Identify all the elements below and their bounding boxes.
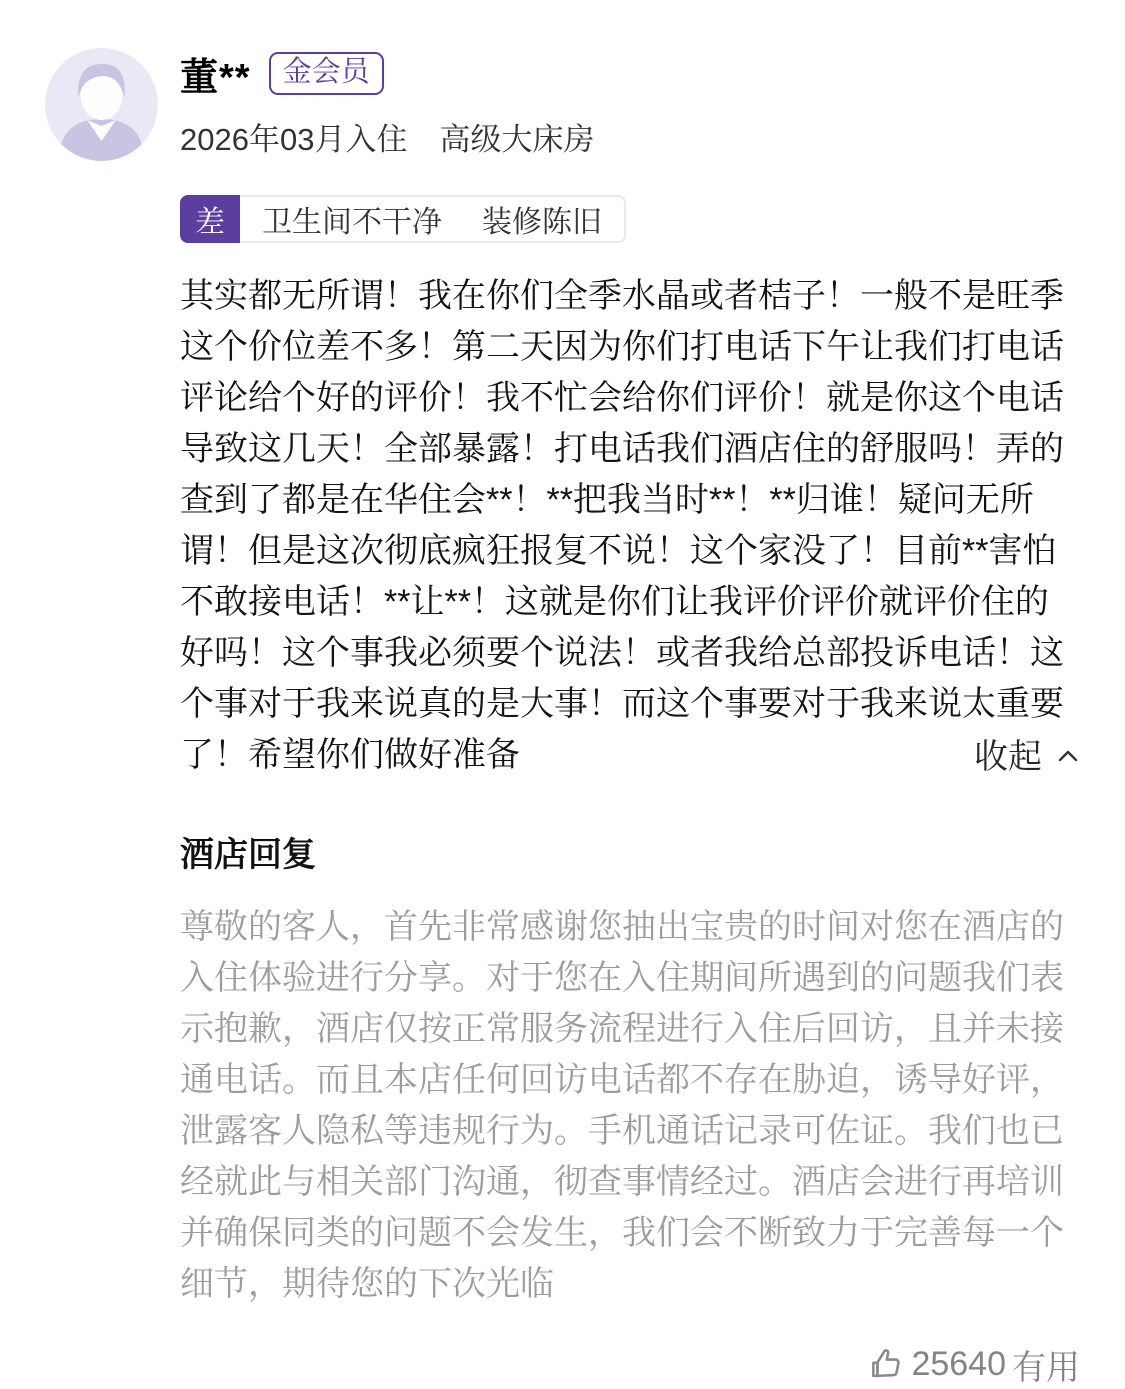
rating-tag: 卫生间不干净 [262, 206, 442, 239]
user-name: 董** [180, 56, 251, 99]
reviewer-header [180, 48, 1080, 98]
helpful-label: 有用 [1012, 1349, 1080, 1387]
rating-row [180, 195, 1080, 243]
helpful-count: 25640 [911, 1345, 1006, 1383]
hotel-reply-title: 酒店回复 [180, 836, 316, 874]
stay-info-row [180, 114, 1080, 159]
helpful-button[interactable] [867, 1340, 1080, 1389]
chevron-up-icon [1056, 748, 1080, 764]
rating-tag: 装修陈旧 [482, 206, 602, 239]
rating-tags [240, 195, 626, 243]
thumbs-up-icon [867, 1345, 905, 1383]
member-badge: 金会员 [269, 52, 384, 95]
room-type: 高级大床房 [439, 122, 595, 157]
avatar [45, 48, 158, 161]
collapse-label: 收起 [974, 738, 1042, 776]
rating-badge: 差 [180, 195, 240, 243]
user-silhouette-icon [45, 48, 158, 161]
review-body [180, 271, 1080, 781]
review-text: 其实都无所谓！我在你们全季水晶或者桔子！一般不是旺季这个价位差不多！第二天因为你们打电话下午让我们打电话评论给个好的评价！我不忙会给你们评价！就是你这个电话导致这几天！全部暴露！打电话我们酒店住的舒服吗！弄的查到了都是在华住会**！**把我当时**！**归谁！疑问无所谓！但是这次彻底疯狂报复不说！这个家没了！目前**害怕不敢接电话！**让**！这就是你们让我评价评价就评价住的好吗！这个事我必须要个说法！或者我给总部投诉电话！这个事对于我来说真的是大事！而这个事要对于我来说太重要了！希望你们做好准备 [180, 277, 1064, 774]
collapse-button[interactable] [962, 729, 1080, 778]
hotel-reply-content: 尊敬的客人，首先非常感谢您抽出宝贵的时间对您在酒店的入住体验进行分享。对于您在入住期间所遇到的问题我们表示抱歉，酒店仅按正常服务流程进行入住后回访，且并未接通电话。而且本店任何回访电话都不存在胁迫，诱导好评，泄露客人隐私等违规行为。手机通话记录可佐证。我们也已经就此与相关部门沟通，彻查事情经过。酒店会进行再培训并确保同类的问题不会发生，我们会不断致力于完善每一个细节，期待您的下次光临 [180, 908, 1064, 1303]
hotel-reply-section [180, 827, 1080, 1310]
helpful-row [180, 1340, 1080, 1389]
stay-date: 2026年03月入住 [180, 122, 408, 157]
